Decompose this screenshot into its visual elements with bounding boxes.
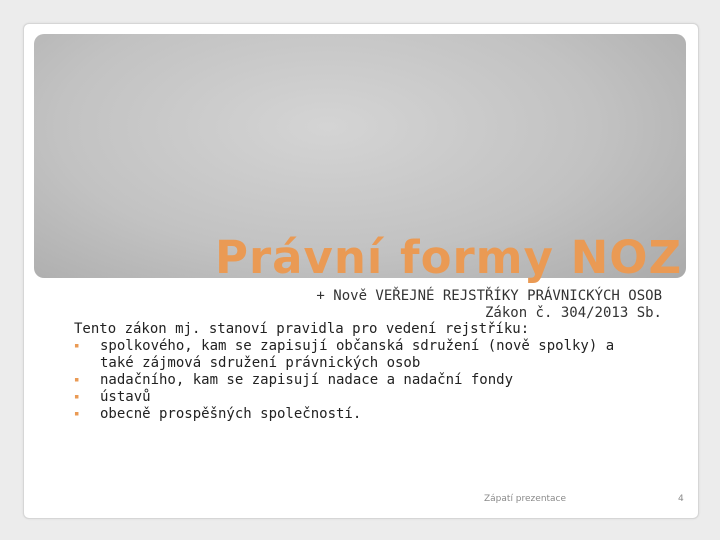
list-item [74, 338, 674, 372]
slide-title: Právní formy NOZ [215, 231, 683, 284]
list-item-text: ústavů [100, 389, 151, 405]
intro-text: Tento zákon mj. stanoví pravidla pro vedení rejstříku: [74, 321, 530, 337]
subtitle-line: Zákon č. 304/2013 Sb. [484, 305, 662, 321]
list-item-text: také zájmová sdružení právnických osob [100, 355, 421, 371]
bullet-icon: ▪ [74, 341, 80, 351]
footer-text: Zápatí prezentace [484, 494, 567, 504]
body-text [74, 321, 674, 423]
page-number: 4 [678, 494, 684, 504]
bullet-icon: ▪ [74, 409, 80, 419]
list-item-text: obecně prospěšných společností. [100, 406, 362, 422]
list-item [74, 406, 674, 423]
list-item-text: nadačního, kam se zapisují nadace a nadační fondy [100, 372, 514, 388]
subtitle [162, 288, 662, 322]
list-item [74, 372, 674, 389]
list-item-text: spolkového, kam se zapisují občanská sdružení (nově spolky) a [100, 338, 615, 354]
list-item [74, 389, 674, 406]
bullet-icon: ▪ [74, 375, 80, 385]
bullet-icon: ▪ [74, 392, 80, 402]
subtitle-line: + Nově VEŘEJNÉ REJSTŘÍKY PRÁVNICKÝCH OSOB [316, 288, 662, 304]
bullet-list [74, 338, 674, 423]
